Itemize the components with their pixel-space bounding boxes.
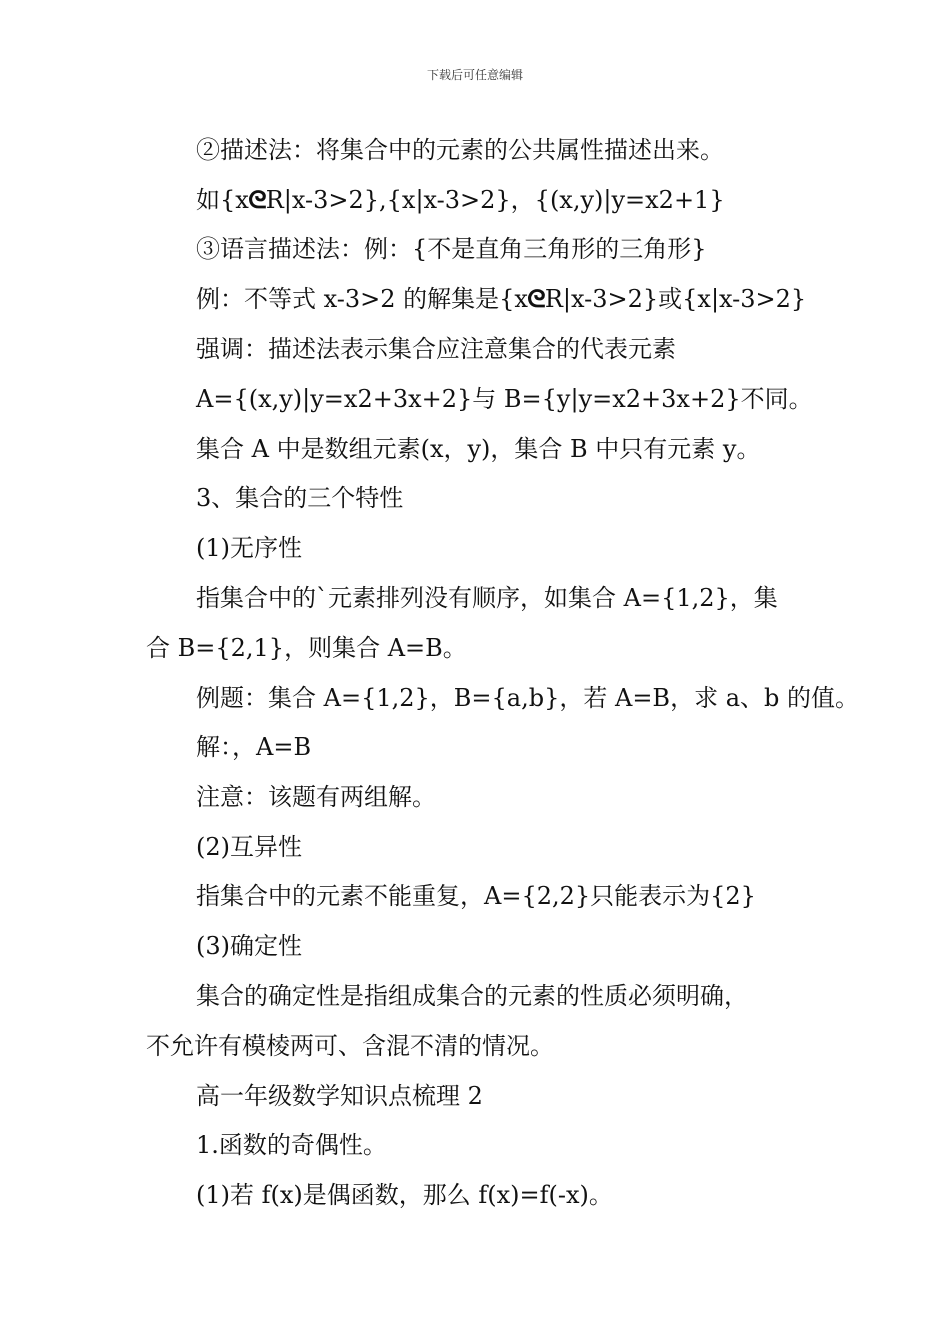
element-of-symbol: ᘓ: [527, 284, 546, 313]
text-line: 例题：集合 A={1,2}，B={a,b}，若 A=B，求 a、b 的值。: [196, 684, 859, 712]
text-line: 指集合中的元素不能重复，A={2,2}只能表示为{2}: [196, 882, 756, 910]
text-line: A={(x,y)|y=x2+3x+2}与 B={y|y=x2+3x+2}不同。: [196, 385, 813, 413]
subsection-heading: (2)互异性: [196, 833, 302, 861]
text-line: 强调：描述法表示集合应注意集合的代表元素: [196, 335, 676, 363]
text-line: 例：不等式 x-3>2 的解集是{xᘓR|x-3>2}或{x|x-3>2}: [196, 284, 807, 313]
subsection-heading: (1)无序性: [196, 534, 302, 562]
text-line: (1)若 f(x)是偶函数，那么 f(x)=f(-x)。: [196, 1181, 613, 1209]
text-line: 集合 A 中是数组元素(x，y)，集合 B 中只有元素 y。: [196, 435, 761, 463]
section-heading: 高一年级数学知识点梳理 2: [196, 1082, 483, 1110]
subsection-heading: 1.函数的奇偶性。: [196, 1131, 387, 1159]
subsection-heading: (3)确定性: [196, 932, 302, 960]
element-of-symbol: ᘓ: [247, 185, 267, 214]
text-line: 注意：该题有两组解。: [196, 783, 436, 811]
text-line: 合 B={2,1}，则集合 A=B。: [146, 634, 467, 662]
section-heading: 3、集合的三个特性: [196, 484, 404, 512]
text-line: 解：，A=B: [196, 733, 312, 761]
text-line: 如{xᘓR|x-3>2},{x|x-3>2}，{(x,y)|y=x2+1}: [196, 185, 725, 214]
text-line: ③语言描述法：例：{不是直角三角形的三角形}: [196, 235, 707, 263]
text-line: 不允许有模棱两可、含混不清的情况。: [146, 1032, 554, 1060]
text-line: ②描述法：将集合中的元素的公共属性描述出来。: [196, 136, 724, 164]
page-header: 下载后可任意编辑: [426, 68, 523, 82]
text-line: 指集合中的`元素排列没有顺序，如集合 A={1,2}，集: [196, 584, 778, 612]
text-line: 集合的确定性是指组成集合的元素的性质必须明确，: [196, 982, 748, 1010]
